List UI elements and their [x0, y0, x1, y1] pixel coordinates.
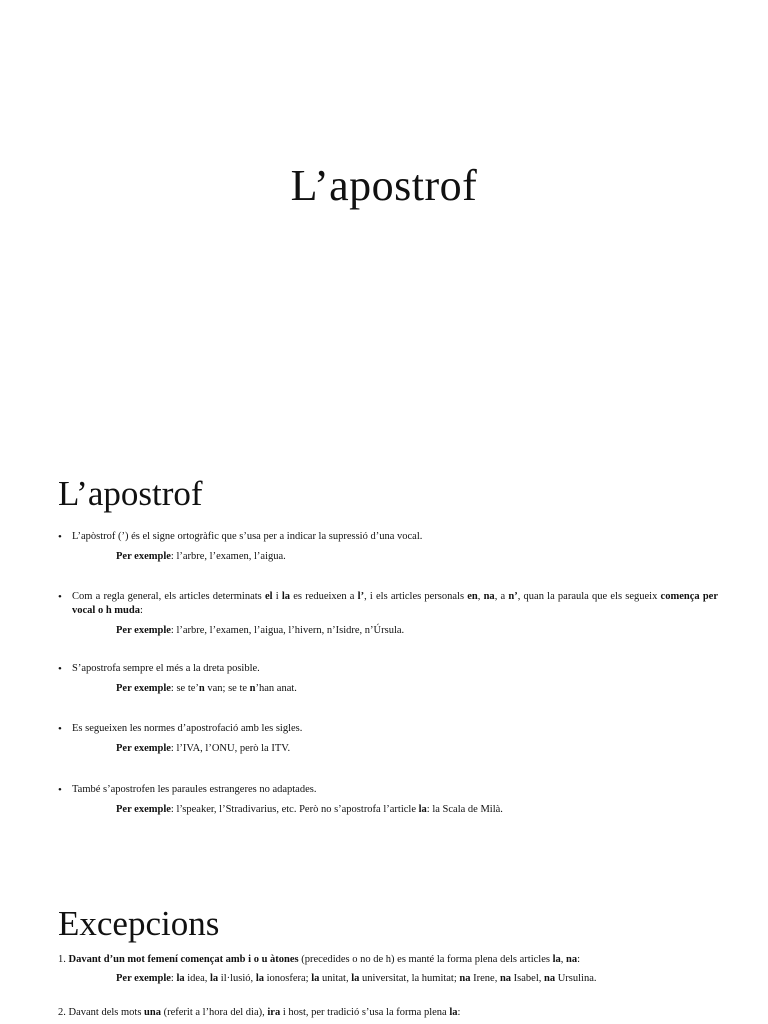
bullet-dot-icon: •	[58, 723, 62, 735]
example-bold-article: na	[499, 973, 512, 984]
example-bold-article: na	[544, 973, 556, 984]
example-text: Irene,	[470, 973, 500, 984]
example-text: universitat, la humitat;	[359, 973, 460, 984]
example-text: il·lusió,	[218, 973, 256, 984]
exception-item-2: 2. Davant dels mots una (referit a l’hora del dia), ira i host, per tradició s’usa la forma plena la:	[58, 1007, 461, 1018]
section-heading-apostrof: L’apostrof	[58, 474, 203, 513]
exception-item-1: 1. Davant d’un mot femení començat amb i o u àtones (precedides o no de h) es manté la forma plena dels articles la, na: Per exemple: la idea, la il·lusió, la ionosfera; la unitat, la universitat, la humitat; na Irene, na Isabel, na Ursulina.	[58, 953, 728, 986]
example-text: idea,	[184, 973, 210, 984]
bullet-text: Es segueixen les normes d’apostrofació amb les sigles.	[72, 723, 303, 734]
bullet-item-4	[58, 722, 718, 756]
bullet-text: Com a regla general, els articles determinats el i la es redueixen a l’, i els articles personals en, na, a n’, quan la paraula que els segueix comença per vocal o h muda:	[72, 591, 718, 616]
bullet-dot-icon: •	[58, 663, 62, 675]
example-line: Per exemple: l’speaker, l’Stradivarius, etc. Però no s’apostrofa l’article la: la Scala de Milà.	[116, 804, 503, 815]
example-line: Per exemple: l’arbre, l’examen, l’aigua, l’hivern, n’Isidre, n’Úrsula.	[116, 625, 405, 636]
bullet-dot-icon: •	[58, 591, 62, 603]
bullet-item-3	[58, 662, 718, 696]
example-bold-article: la	[311, 973, 320, 984]
bullet-item-1	[58, 530, 718, 564]
section-heading-excepcions: Excepcions	[58, 904, 220, 943]
bullet-text: També s’apostrofen les paraules estrangeres no adaptades.	[72, 784, 317, 795]
bullet-item-2	[58, 590, 718, 638]
bullet-dot-icon: •	[58, 784, 62, 796]
example-bold-article: na	[459, 973, 471, 984]
example-bold-article: la	[210, 973, 219, 984]
example-line: Per exemple: l’arbre, l’examen, l’aigua.	[116, 551, 286, 562]
bullet-dot-icon: •	[58, 531, 62, 543]
bullet-item-5	[58, 783, 718, 817]
example-line: Per exemple: la idea, la il·lusió, la ionosfera; la unitat, la universitat, la humitat; na Irene, na Isabel, na Ursulina.	[116, 973, 597, 984]
example-line: Per exemple: l’IVA, l’ONU, però la ITV.	[116, 743, 291, 754]
example-text: Ursulina.	[555, 973, 597, 984]
example-bold-article: la	[255, 973, 264, 984]
example-bold-article: la	[176, 973, 185, 984]
example-text: Isabel,	[511, 973, 544, 984]
example-text: ionosfera;	[263, 973, 312, 984]
example-line: Per exemple: se te’n van; se te n’han anat.	[116, 683, 297, 694]
bullet-text: L’apòstrof (’) és el signe ortogràfic que s’usa per a indicar la supressió d’una vocal.	[72, 531, 423, 542]
bullet-text: S’apostrofa sempre el més a la dreta posible.	[72, 663, 260, 674]
example-bold-article: la	[351, 973, 360, 984]
example-text: :	[170, 973, 177, 984]
example-text: unitat,	[319, 973, 352, 984]
page-title: L’apostrof	[290, 161, 478, 210]
